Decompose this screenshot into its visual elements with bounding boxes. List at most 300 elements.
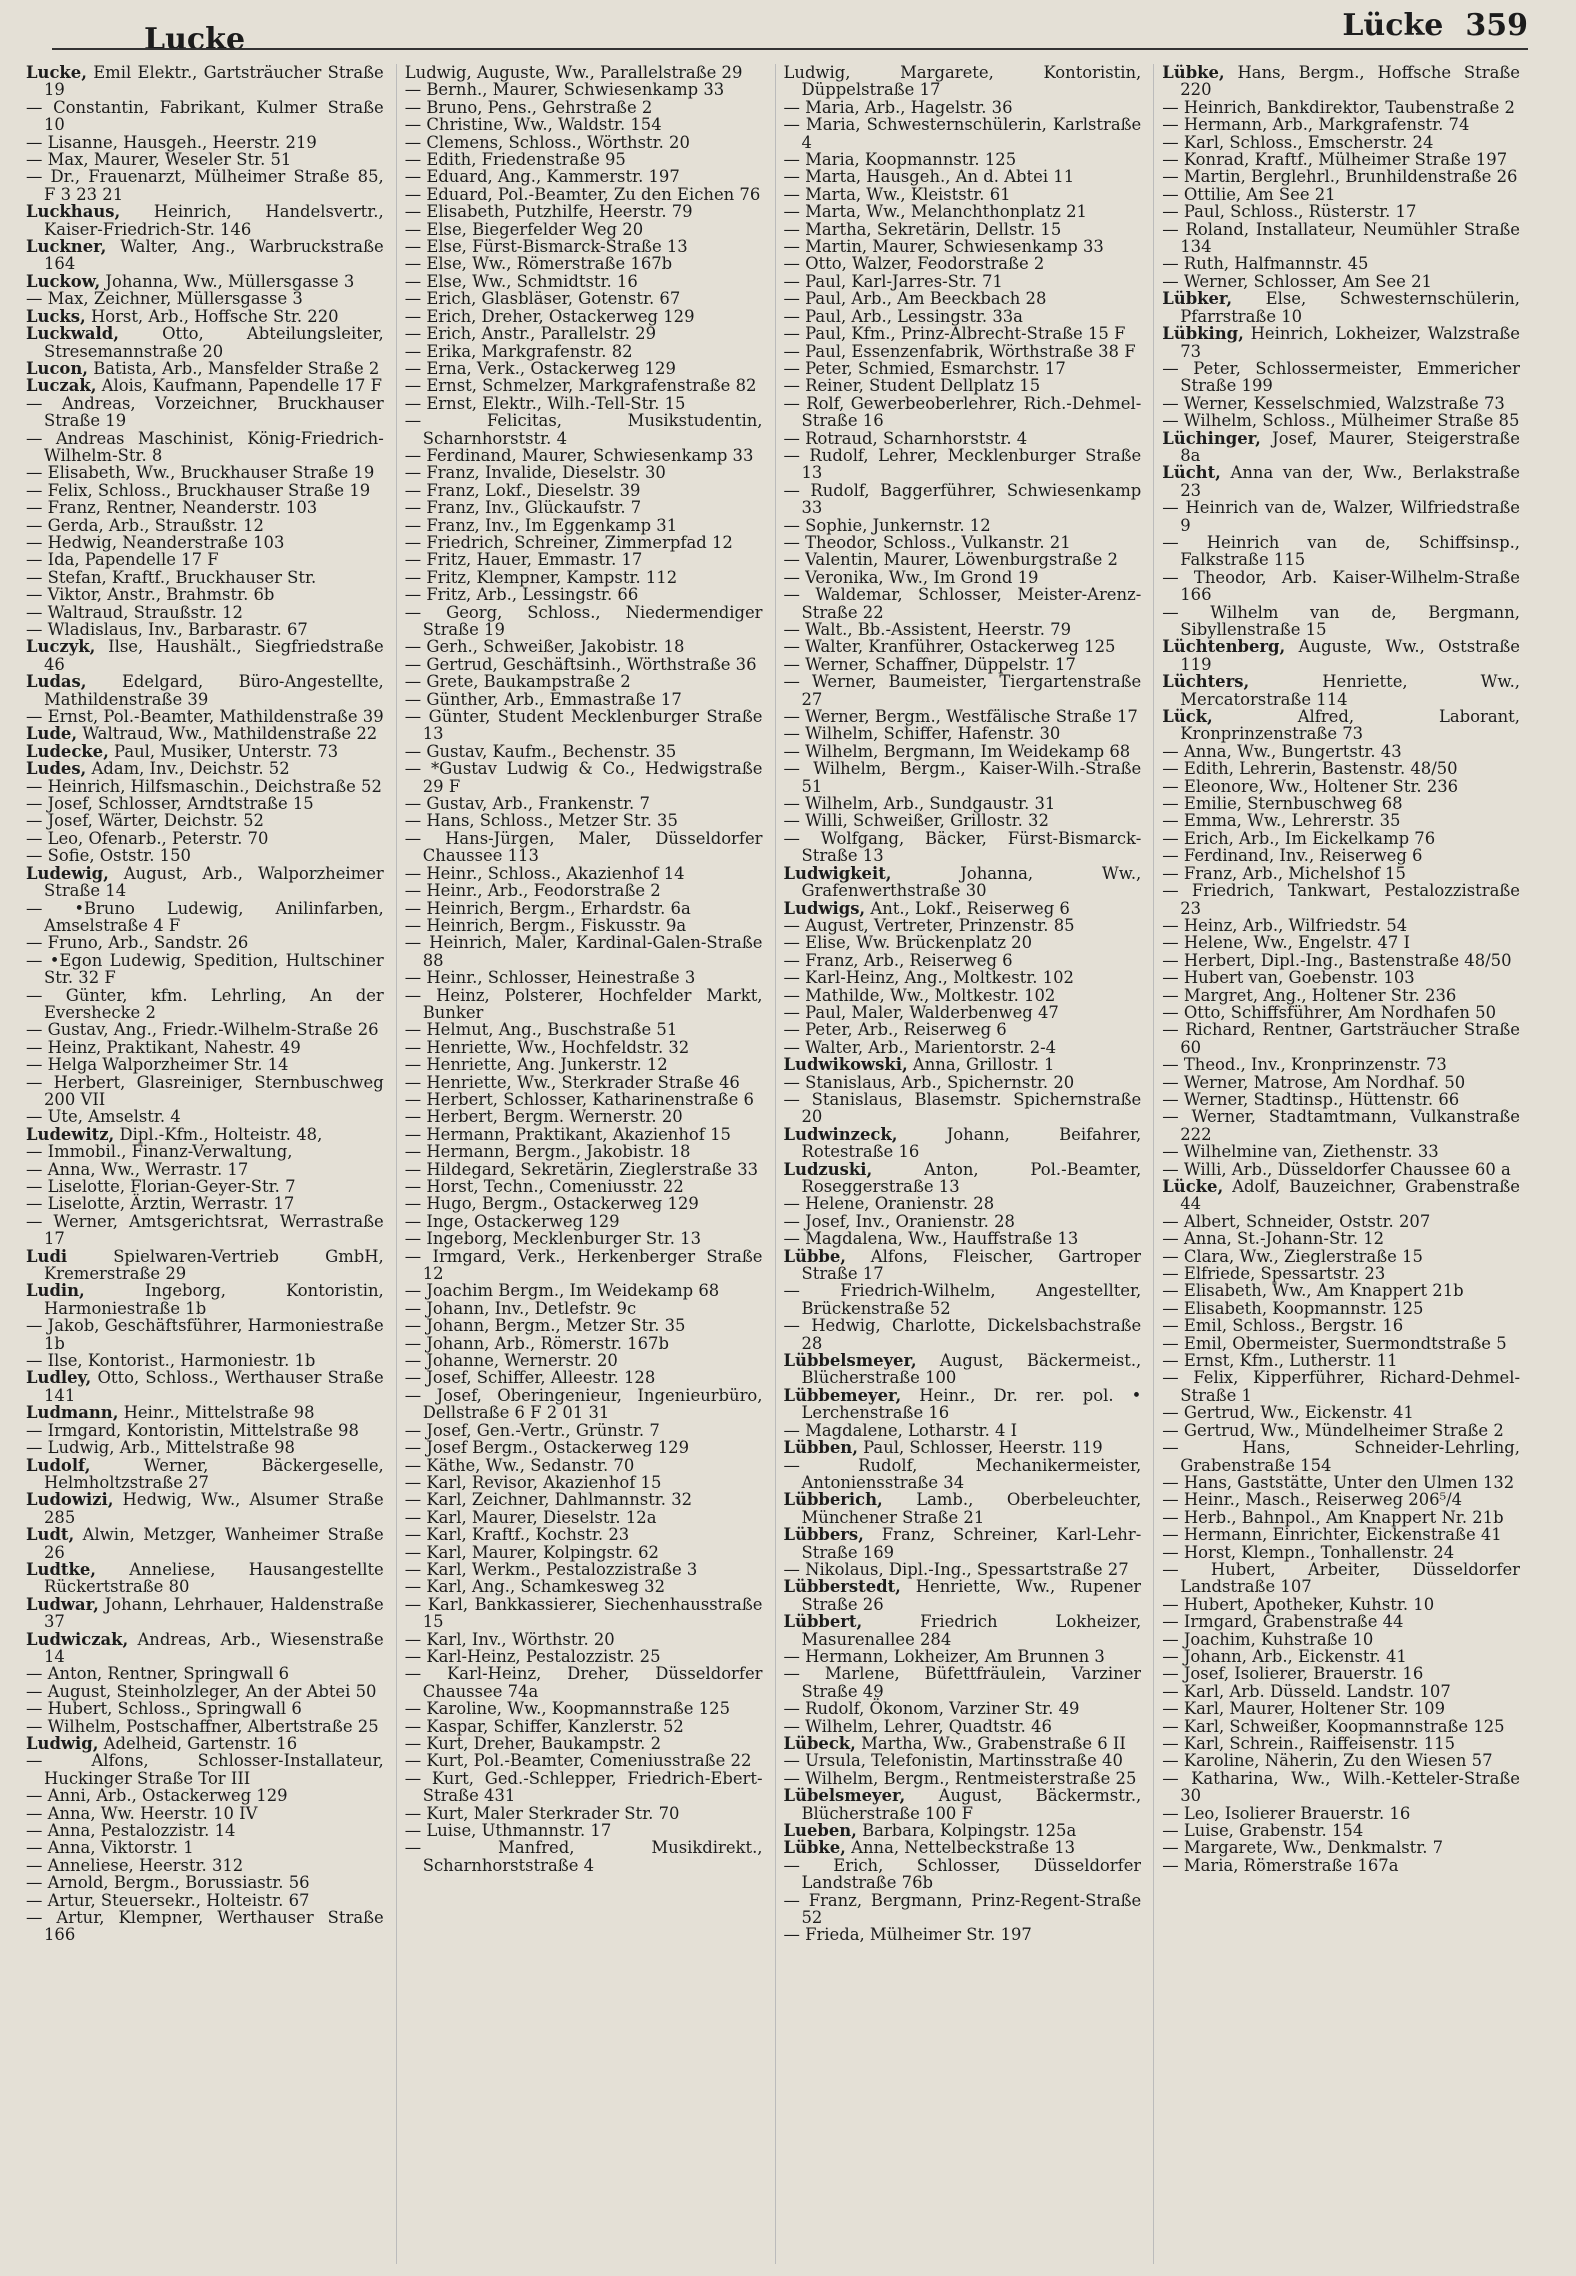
entry-details: — Willi, Schweißer, Grillostr. 32 bbox=[783, 811, 1049, 831]
directory-entry bbox=[26, 168, 384, 203]
entry-details: — Johanne, Wernerstr. 20 bbox=[404, 1351, 618, 1371]
entry-details: — Karl, Maurer, Holtener Str. 109 bbox=[1162, 1699, 1446, 1719]
directory-entry bbox=[405, 1596, 763, 1631]
directory-entry bbox=[1162, 1317, 1520, 1334]
entry-surname: Luckner, bbox=[26, 237, 107, 257]
directory-entry bbox=[1162, 168, 1520, 185]
directory-entry bbox=[26, 203, 384, 238]
directory-entry bbox=[405, 308, 763, 325]
entry-details: — Maria, Römerstraße 167a bbox=[1162, 1855, 1399, 1875]
entry-details: — Stefan, Kraftf., Bruckhauser Str. bbox=[26, 567, 317, 587]
entry-surname: Lüchinger, bbox=[1162, 428, 1261, 448]
entry-details: — Eleonore, Ww., Holtener Str. 236 bbox=[1162, 776, 1459, 796]
directory-entry bbox=[405, 151, 763, 168]
directory-entry bbox=[405, 517, 763, 534]
directory-entry bbox=[1162, 221, 1520, 256]
entry-details: — Maria, Koopmannstr. 125 bbox=[783, 150, 1017, 170]
directory-entry bbox=[784, 1491, 1142, 1526]
directory-entry bbox=[1162, 203, 1520, 220]
entry-details: — Else, Ww., Schmidtstr. 16 bbox=[404, 271, 638, 291]
directory-entry bbox=[784, 325, 1142, 342]
entry-details: — Rudolf, Mechanikermeister, Antoniensstraße 34 bbox=[783, 1455, 1142, 1492]
entry-details: — Hermann, Lokheizer, Am Brunnen 3 bbox=[783, 1646, 1105, 1666]
directory-entry bbox=[1162, 255, 1520, 272]
entry-details: — Marlene, Büfettfräulein, Varziner Straße 49 bbox=[783, 1664, 1142, 1701]
entry-details: Friedrich Lokheizer, Masurenallee 284 bbox=[801, 1612, 1142, 1649]
entry-details: Franz, Schreiner, Karl-Lehr-Straße 169 bbox=[801, 1525, 1142, 1562]
directory-entry bbox=[405, 447, 763, 464]
directory-entry bbox=[405, 1317, 763, 1334]
entry-details: — Arnold, Bergm., Borussiastr. 56 bbox=[26, 1873, 310, 1893]
entry-details: — Ottilie, Am See 21 bbox=[1162, 184, 1336, 204]
entry-details: — Ernst, Pol.-Beamter, Mathildenstraße 39 bbox=[26, 707, 384, 727]
directory-entry bbox=[405, 377, 763, 394]
directory-entry bbox=[784, 673, 1142, 708]
directory-entry bbox=[784, 1195, 1142, 1212]
header-right-keyword: Lücke bbox=[1342, 8, 1444, 43]
entry-details: August, Bäckermeist., Blücherstraße 100 bbox=[801, 1351, 1142, 1388]
entry-details: Anna, Nettelbeckstraße 13 bbox=[851, 1838, 1076, 1858]
directory-entry bbox=[405, 238, 763, 255]
entry-details: — Else, Fürst-Bismarck-Straße 13 bbox=[404, 237, 688, 257]
directory-entry bbox=[1162, 1839, 1520, 1856]
directory-entry bbox=[784, 569, 1142, 586]
entry-details: — Erich, Anstr., Parallelstr. 29 bbox=[404, 324, 657, 344]
entry-details: Anton, Pol.-Beamter, Roseggerstraße 13 bbox=[801, 1159, 1142, 1196]
directory-entry bbox=[1162, 1752, 1520, 1769]
entry-details: — Paul, Arb., Am Beeckbach 28 bbox=[783, 289, 1047, 309]
directory-entry bbox=[784, 1161, 1142, 1196]
directory-entry bbox=[784, 1578, 1142, 1613]
directory-entry bbox=[784, 290, 1142, 307]
directory-entry bbox=[784, 812, 1142, 829]
entry-details: — Wilhelm, Schloss., Mülheimer Straße 85 bbox=[1162, 411, 1520, 431]
entry-details: — Hermann, Bergm., Jakobistr. 18 bbox=[404, 1142, 691, 1162]
directory-entry bbox=[784, 1387, 1142, 1422]
columns bbox=[26, 64, 1520, 2264]
directory-entry bbox=[26, 1718, 384, 1735]
entry-surname: Lueben, bbox=[783, 1821, 857, 1841]
entry-details: — Käthe, Ww., Sedanstr. 70 bbox=[404, 1455, 635, 1475]
page-header bbox=[26, 8, 1528, 60]
entry-details: — Andreas Maschinist, König-Friedrich-Wilhelm-Str. 8 bbox=[26, 428, 384, 465]
entry-details: — Herbert, Schlosser, Katharinenstraße 6 bbox=[404, 1089, 754, 1109]
entry-details: Lamb., Oberbeleuchter, Münchener Straße 21 bbox=[801, 1490, 1142, 1527]
entry-details: — Helga Walporzheimer Str. 14 bbox=[26, 1055, 289, 1075]
directory-entry bbox=[1162, 430, 1520, 465]
entry-details: Alfred, Laborant, Kronprinzenstraße 73 bbox=[1180, 707, 1520, 744]
directory-entry bbox=[405, 1822, 763, 1839]
entry-details: — Henriette, Ww., Sterkrader Straße 46 bbox=[404, 1072, 740, 1092]
directory-entry bbox=[26, 795, 384, 812]
entry-surname: Ludwiczak, bbox=[26, 1629, 129, 1649]
entry-details: Ilse, Haushält., Siegfriedstraße 46 bbox=[44, 637, 384, 674]
entry-details: — Martin, Maurer, Schwiesenkamp 33 bbox=[783, 237, 1104, 257]
directory-entry bbox=[26, 1039, 384, 1056]
entry-details: — Theodor, Schloss., Vulkanstr. 21 bbox=[783, 532, 1071, 552]
directory-entry bbox=[1162, 412, 1520, 429]
entry-details: — Kurt, Ged.-Schlepper, Friedrich-Ebert-Straße 431 bbox=[404, 1768, 763, 1806]
directory-entry bbox=[784, 900, 1142, 917]
entry-details: — Anneliese, Heerstr. 312 bbox=[26, 1855, 244, 1875]
directory-entry bbox=[1162, 1161, 1520, 1178]
directory-entry bbox=[26, 1143, 384, 1160]
directory-entry bbox=[405, 186, 763, 203]
directory-entry bbox=[1162, 847, 1520, 864]
directory-entry bbox=[26, 1248, 384, 1283]
directory-entry bbox=[26, 1787, 384, 1804]
entry-details: — Nikolaus, Dipl.-Ing., Spessartstraße 27 bbox=[783, 1559, 1129, 1579]
entry-details: — Karl, Inv., Wörthstr. 20 bbox=[404, 1629, 615, 1649]
directory-entry bbox=[1162, 604, 1520, 639]
entry-details: — Karl, Maurer, Kolpingstr. 62 bbox=[404, 1542, 659, 1562]
entry-details: — Eduard, Ang., Kammerstr. 197 bbox=[404, 167, 680, 187]
directory-entry bbox=[784, 1457, 1142, 1492]
directory-entry bbox=[1162, 673, 1520, 708]
entry-details: — Eduard, Pol.-Beamter, Zu den Eichen 76 bbox=[404, 184, 761, 204]
directory-entry bbox=[405, 1248, 763, 1283]
directory-entry bbox=[405, 1143, 763, 1160]
directory-entry bbox=[1162, 99, 1520, 116]
entry-details: — Anna, Ww., Werrastr. 17 bbox=[26, 1159, 249, 1179]
directory-entry bbox=[26, 900, 384, 935]
entry-surname: Luczak, bbox=[26, 376, 97, 396]
entry-details: — Rudolf, Lehrer, Mecklenburger Straße 13 bbox=[783, 445, 1142, 483]
entry-details: — Ute, Amselstr. 4 bbox=[26, 1107, 181, 1127]
entry-details: Hans, Bergm., Hoffsche Straße 220 bbox=[1180, 64, 1520, 100]
entry-details: Ludwig, Auguste, Ww., Parallelstraße 29 bbox=[404, 64, 743, 82]
entry-details: Waltraud, Ww., Mathildenstraße 22 bbox=[82, 724, 378, 744]
directory-entry bbox=[784, 1561, 1142, 1578]
directory-entry bbox=[1162, 865, 1520, 882]
entry-surname: Lucks, bbox=[26, 306, 86, 326]
entry-details: Horst, Arb., Hoffsche Str. 220 bbox=[90, 306, 339, 326]
entry-surname: Lude, bbox=[26, 724, 78, 744]
directory-entry bbox=[784, 725, 1142, 742]
directory-entry bbox=[26, 430, 384, 465]
directory-entry bbox=[26, 1892, 384, 1909]
entry-details: — Gustav, Arb., Frankenstr. 7 bbox=[404, 794, 650, 814]
entry-details: Josef, Maurer, Steigerstraße 8a bbox=[1180, 428, 1520, 465]
directory-entry bbox=[405, 1805, 763, 1822]
entry-details: — Marta, Hausgeh., An d. Abtei 11 bbox=[783, 167, 1075, 187]
directory-entry bbox=[405, 221, 763, 238]
entry-details: — Waltraud, Straußstr. 12 bbox=[26, 602, 243, 622]
entry-details: — Erich, Glasbläser, Gotenstr. 67 bbox=[404, 289, 681, 309]
directory-entry bbox=[26, 1352, 384, 1369]
entry-details: — Elisabeth, Ww., Bruckhauser Straße 19 bbox=[26, 463, 375, 483]
directory-entry bbox=[784, 1526, 1142, 1561]
entry-details: — Alfons, Schlosser-Installateur, Huckinger Straße Tor III bbox=[26, 1751, 384, 1788]
directory-entry bbox=[1162, 1213, 1520, 1230]
entry-details: — Hugo, Bergm., Ostackerweg 129 bbox=[404, 1194, 699, 1214]
directory-entry bbox=[784, 1787, 1142, 1822]
directory-entry bbox=[784, 952, 1142, 969]
entry-details: — Karoline, Näherin, Zu den Wiesen 57 bbox=[1162, 1751, 1493, 1771]
entry-details: Paul, Schlosser, Heerstr. 119 bbox=[863, 1438, 1103, 1458]
directory-entry bbox=[26, 1195, 384, 1212]
directory-entry bbox=[405, 586, 763, 603]
directory-entry bbox=[784, 1248, 1142, 1283]
entry-details: — Constantin, Fabrikant, Kulmer Straße 10 bbox=[26, 97, 384, 135]
entry-details: — Liselotte, Florian-Geyer-Str. 7 bbox=[26, 1177, 296, 1196]
directory-entry bbox=[784, 343, 1142, 360]
directory-entry bbox=[405, 969, 763, 986]
directory-entry bbox=[784, 969, 1142, 986]
entry-details: — Immobil., Finanz-Verwaltung, bbox=[26, 1142, 293, 1162]
directory-entry bbox=[405, 1491, 763, 1508]
entry-surname: Lübberstedt, bbox=[783, 1577, 901, 1597]
entry-details: — Manfred, Musikdirekt., Scharnhorststraße 4 bbox=[404, 1838, 763, 1875]
directory-entry bbox=[1162, 1439, 1520, 1474]
entry-details: — Sofie, Oststr. 150 bbox=[26, 846, 191, 866]
directory-entry bbox=[1162, 1056, 1520, 1073]
entry-details: — Werner, Schlosser, Am See 21 bbox=[1162, 271, 1432, 291]
directory-entry bbox=[1162, 1108, 1520, 1143]
entry-details: — Ferdinand, Maurer, Schwiesenkamp 33 bbox=[404, 445, 754, 465]
directory-entry bbox=[26, 1282, 384, 1317]
directory-entry bbox=[26, 1735, 384, 1752]
entry-details: — Heinr., Schlosser, Heinestraße 3 bbox=[404, 968, 696, 988]
entry-details: — Johann, Inv., Detlefstr. 9c bbox=[404, 1298, 637, 1318]
directory-entry bbox=[784, 1665, 1142, 1700]
entry-details: Ant., Lokf., Reiserweg 6 bbox=[870, 898, 1070, 918]
entry-details: — Karl-Heinz, Dreher, Düsseldorfer Chaussee 74a bbox=[404, 1664, 763, 1701]
directory-entry bbox=[1162, 1596, 1520, 1613]
entry-details: — Friedrich, Tankwart, Pestalozzistraße 23 bbox=[1162, 881, 1520, 918]
entry-details: — Hubert, Schloss., Springwall 6 bbox=[26, 1699, 302, 1719]
entry-details: Werner, Bäckergeselle, Helmholtzstraße 27 bbox=[44, 1455, 384, 1492]
entry-details: — Paul, Arb., Lessingstr. 33a bbox=[783, 306, 1023, 326]
entry-details: — Anni, Arb., Ostackerweg 129 bbox=[26, 1786, 288, 1806]
directory-entry bbox=[1162, 186, 1520, 203]
entry-details: — Hedwig, Neanderstraße 103 bbox=[26, 532, 285, 552]
directory-entry bbox=[405, 1300, 763, 1317]
entry-details: — Heinrich, Bergm., Fiskusstr. 9a bbox=[404, 915, 687, 935]
entry-details: — Marta, Ww., Kleiststr. 61 bbox=[783, 184, 1011, 204]
directory-entry bbox=[1162, 1613, 1520, 1630]
directory-entry bbox=[405, 1839, 763, 1874]
entry-details: Otto, Abteilungsleiter, Stresemannstraße 20 bbox=[44, 324, 384, 361]
directory-entry bbox=[405, 116, 763, 133]
entry-details: — Heinrich, Hilfsmaschin., Deichstraße 52 bbox=[26, 776, 382, 796]
entry-details: — Karl, Maurer, Dieselstr. 12a bbox=[404, 1507, 657, 1527]
entry-details: — Martha, Sekretärin, Dellstr. 15 bbox=[783, 219, 1062, 239]
directory-entry bbox=[26, 1596, 384, 1631]
directory-entry bbox=[405, 1369, 763, 1386]
entry-details: — Werner, Schaffner, Düppelstr. 17 bbox=[783, 654, 1076, 674]
entry-details: — Otto, Schiffsführer, Am Nordhafen 50 bbox=[1162, 1002, 1497, 1022]
entry-details: — Henriette, Ang. Junkerstr. 12 bbox=[404, 1055, 668, 1075]
directory-entry bbox=[26, 1178, 384, 1195]
directory-entry bbox=[1162, 760, 1520, 777]
entry-details: Johann, Lehrhauer, Haldenstraße 37 bbox=[44, 1594, 384, 1632]
entry-details: — Felix, Kipperführer, Richard-Dehmel-Straße 1 bbox=[1162, 1368, 1520, 1405]
directory-entry bbox=[1162, 1509, 1520, 1526]
entry-details: Ingeborg, Kontoristin, Harmoniestraße 1b bbox=[44, 1281, 384, 1318]
directory-entry bbox=[405, 360, 763, 377]
directory-entry bbox=[784, 1021, 1142, 1038]
directory-entry bbox=[26, 551, 384, 568]
entry-details: — Franz, Rentner, Neanderstr. 103 bbox=[26, 498, 318, 518]
directory-entry bbox=[784, 1422, 1142, 1439]
entry-details: — Max, Zeichner, Müllersgasse 3 bbox=[26, 289, 303, 309]
entry-details: — Magdalene, Lotharstr. 4 I bbox=[783, 1420, 1018, 1440]
entry-details: — Stanislaus, Arb., Spichernstr. 20 bbox=[783, 1072, 1075, 1092]
entry-details: — Heinz, Praktikant, Nahestr. 49 bbox=[26, 1037, 301, 1057]
entry-details: — Heinr., Arb., Feodorstraße 2 bbox=[404, 881, 661, 901]
entry-details: — Frieda, Mülheimer Str. 197 bbox=[783, 1925, 1032, 1945]
entry-details: — Hermann, Praktikant, Akazienhof 15 bbox=[404, 1124, 731, 1144]
directory-entry bbox=[1162, 1735, 1520, 1752]
directory-entry bbox=[405, 1700, 763, 1717]
entry-details: — Wilhelm, Bergm., Rentmeisterstraße 25 bbox=[783, 1768, 1137, 1788]
entry-details: Batista, Arb., Mansfelder Straße 2 bbox=[93, 358, 380, 378]
directory-entry bbox=[405, 917, 763, 934]
entry-details: — Hildegard, Sekretärin, Zieglerstraße 33 bbox=[404, 1159, 759, 1179]
directory-entry bbox=[26, 1631, 384, 1666]
directory-entry bbox=[784, 1213, 1142, 1230]
entry-surname: Ludi bbox=[26, 1246, 68, 1266]
directory-entry bbox=[784, 1039, 1142, 1056]
directory-entry bbox=[784, 377, 1142, 394]
entry-details: Andreas, Arb., Wiesenstraße 14 bbox=[44, 1629, 384, 1666]
directory-entry bbox=[26, 1056, 384, 1073]
directory-entry bbox=[1162, 1021, 1520, 1056]
entry-details: — Anna, Pestalozzistr. 14 bbox=[26, 1821, 236, 1841]
entry-details: — Joachim, Kuhstraße 10 bbox=[1162, 1629, 1374, 1649]
entry-details: — Fruno, Arb., Sandstr. 26 bbox=[26, 933, 249, 953]
entry-details: Alfons, Fleischer, Gartroper Straße 17 bbox=[801, 1246, 1142, 1284]
entry-details: — Gerh., Schweißer, Jakobistr. 18 bbox=[404, 637, 685, 657]
entry-details: — Ingeborg, Mecklenburger Str. 13 bbox=[404, 1229, 702, 1249]
directory-entry bbox=[784, 64, 1142, 99]
entry-surname: Lübking, bbox=[1162, 324, 1244, 344]
entry-details: — Kaspar, Schiffer, Kanzlerstr. 52 bbox=[404, 1716, 684, 1736]
directory-entry bbox=[784, 99, 1142, 116]
entry-details: — Grete, Baukampstraße 2 bbox=[404, 672, 631, 692]
entry-details: Anna, Grillostr. 1 bbox=[912, 1055, 1055, 1075]
entry-details: Edelgard, Büro-Angestellte, Mathildenstraße 39 bbox=[44, 672, 384, 709]
entry-details: — Elisabeth, Ww., Am Knappert 21b bbox=[1162, 1281, 1464, 1301]
entry-surname: Ludley, bbox=[26, 1368, 92, 1388]
directory-entry bbox=[784, 1926, 1142, 1943]
directory-entry bbox=[405, 708, 763, 743]
directory-entry bbox=[784, 1317, 1142, 1352]
entry-details: — Gertrud, Ww., Mündelheimer Straße 2 bbox=[1162, 1420, 1504, 1440]
entry-surname: Ludwikowski, bbox=[783, 1055, 908, 1075]
entry-details: — Felicitas, Musikstudentin, Scharnhorststr. 4 bbox=[404, 411, 763, 448]
directory-entry bbox=[26, 377, 384, 394]
directory-entry bbox=[1162, 952, 1520, 969]
entry-surname: Lübeck, bbox=[783, 1734, 856, 1753]
directory-entry bbox=[784, 255, 1142, 272]
directory-entry bbox=[26, 743, 384, 760]
directory-entry bbox=[405, 1631, 763, 1648]
directory-entry bbox=[26, 325, 384, 360]
directory-entry bbox=[1162, 1631, 1520, 1648]
entry-details: — Karl, Kraftf., Kochstr. 23 bbox=[404, 1525, 630, 1545]
entry-details: — Herb., Bahnpol., Am Knappert Nr. 21b bbox=[1162, 1507, 1504, 1527]
entry-details: — Karl, Schweißer, Koopmannstraße 125 bbox=[1162, 1716, 1505, 1736]
directory-entry bbox=[26, 1126, 384, 1143]
directory-entry bbox=[405, 1648, 763, 1665]
entry-surname: Lübker, bbox=[1162, 289, 1233, 309]
entry-details: — Franz, Bergmann, Prinz-Regent-Straße 52 bbox=[783, 1890, 1142, 1928]
entry-details: — Georg, Schloss., Niedermendiger Straße 19 bbox=[404, 602, 763, 639]
column-4 bbox=[1153, 64, 1520, 2264]
entry-details: — Werner, Kesselschmied, Walzstraße 73 bbox=[1162, 393, 1505, 413]
entry-details: — Theodor, Arb. Kaiser-Wilhelm-Straße 166 bbox=[1162, 567, 1520, 605]
entry-details: — Werner, Stadtamtmann, Vulkanstraße 222 bbox=[1162, 1107, 1520, 1144]
entry-details: — Paul, Schloss., Rüsterstr. 17 bbox=[1162, 202, 1417, 222]
entry-details: — Josef Bergm., Ostackerweg 129 bbox=[404, 1438, 689, 1458]
directory-entry bbox=[784, 1822, 1142, 1839]
directory-entry bbox=[26, 760, 384, 777]
entry-details: — Bruno, Pens., Gehrstraße 2 bbox=[404, 97, 653, 117]
directory-entry bbox=[26, 1491, 384, 1526]
directory-entry bbox=[26, 1161, 384, 1178]
entry-details: — Heinrich van de, Walzer, Wilfriedstraße 9 bbox=[1162, 498, 1520, 535]
entry-details: — Lisanne, Hausgeh., Heerstr. 219 bbox=[26, 132, 317, 152]
directory-entry bbox=[26, 1317, 384, 1352]
directory-entry bbox=[405, 900, 763, 917]
directory-entry bbox=[784, 1613, 1142, 1648]
directory-entry bbox=[784, 760, 1142, 795]
directory-entry bbox=[405, 1039, 763, 1056]
entry-details: — •Egon Ludewig, Spedition, Hultschiner Str. 32 F bbox=[26, 950, 384, 988]
directory-entry bbox=[405, 203, 763, 220]
entry-details: — Johann, Arb., Eickenstr. 41 bbox=[1162, 1646, 1407, 1666]
entry-details: — Ferdinand, Inv., Reiserweg 6 bbox=[1162, 846, 1423, 866]
entry-details: — Artur, Klempner, Werthauser Straße 166 bbox=[26, 1908, 384, 1945]
directory-entry bbox=[405, 1561, 763, 1578]
directory-entry bbox=[1162, 116, 1520, 133]
entry-details: Spielwaren-Vertrieb GmbH, Kremerstraße 29 bbox=[44, 1246, 384, 1284]
directory-entry bbox=[405, 1544, 763, 1561]
entry-details: — Karoline, Ww., Koopmannstraße 125 bbox=[404, 1699, 731, 1719]
entry-details: — Henriette, Ww., Hochfeldstr. 32 bbox=[404, 1037, 690, 1057]
entry-surname: Ludwigkeit, bbox=[783, 863, 892, 883]
entry-details: — Herbert, Glasreiniger, Sternbuschweg 200 VII bbox=[26, 1072, 384, 1109]
entry-details: — Anna, Viktorstr. 1 bbox=[26, 1838, 194, 1858]
entry-details: — Otto, Walzer, Feodorstraße 2 bbox=[783, 254, 1045, 274]
directory-entry bbox=[1162, 1352, 1520, 1369]
entry-details: — Dr., Frauenarzt, Mülheimer Straße 85, F 3 23 21 bbox=[26, 167, 384, 204]
directory-entry bbox=[26, 1874, 384, 1891]
directory-entry bbox=[26, 1439, 384, 1456]
directory-entry bbox=[784, 1352, 1142, 1387]
directory-entry bbox=[784, 151, 1142, 168]
entry-details: Auguste, Ww., Oststraße 119 bbox=[1180, 637, 1520, 674]
directory-entry bbox=[1162, 464, 1520, 499]
entry-details: — Valentin, Maurer, Löwenburgstraße 2 bbox=[783, 550, 1118, 570]
entry-details: — Else, Biegerfelder Weg 20 bbox=[404, 219, 644, 239]
entry-details: — Franz, Inv., Im Eggenkamp 31 bbox=[404, 515, 678, 535]
entry-details: — Franz, Invalide, Dieselstr. 30 bbox=[404, 463, 666, 483]
directory-entry bbox=[26, 1457, 384, 1492]
directory-entry bbox=[26, 151, 384, 168]
entry-details: Alois, Kaufmann, Papendelle 17 F bbox=[101, 376, 382, 396]
entry-details: Dipl.-Kfm., Holteistr. 48, bbox=[119, 1124, 323, 1144]
entry-details: — Emma, Ww., Lehrerstr. 35 bbox=[1162, 811, 1401, 831]
entry-details: — Anna, St.-Johann-Str. 12 bbox=[1162, 1229, 1385, 1249]
directory-entry bbox=[405, 1352, 763, 1369]
directory-entry bbox=[405, 1665, 763, 1700]
entry-details: Adolf, Bauzeichner, Grabenstraße 44 bbox=[1180, 1177, 1520, 1214]
entry-details: — Christine, Ww., Waldstr. 154 bbox=[404, 115, 662, 135]
directory-entry bbox=[405, 987, 763, 1022]
